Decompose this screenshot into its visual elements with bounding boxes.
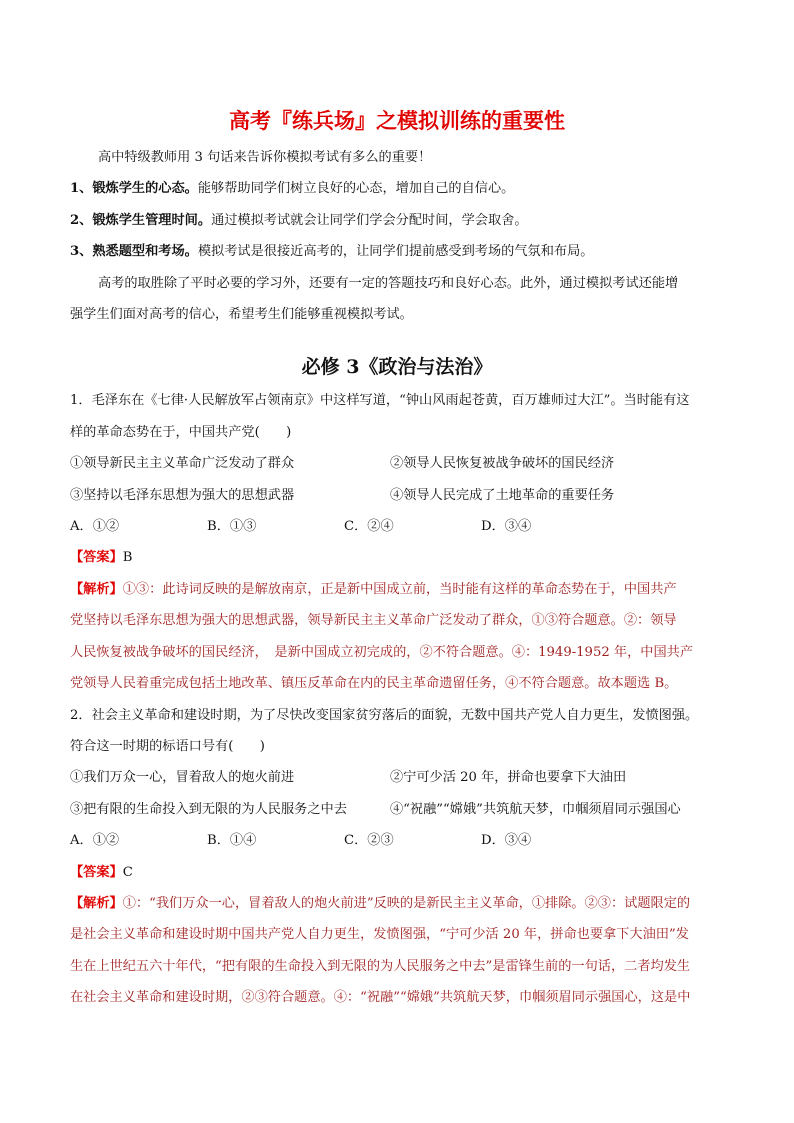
q2-options-row-1 [70, 762, 724, 793]
q1-analysis-line-4: 党领导人民着重完成包括土地改革、镇压反革命在内的民主革命遗留任务，④不符合题意。故本题选 B。 [70, 676, 678, 692]
q1-answer-value: B [122, 550, 133, 566]
q1-stem-line-2: 样的革命态势在于，中国共产党( ) [70, 424, 292, 440]
point-3 [70, 236, 724, 267]
q2-answer [70, 857, 724, 888]
q1-analysis-line-3: 人民恢复被战争破坏的国民经济， 是新中国成立初完成的，②不符合题意。④：1949-1952 年，中国共产 [70, 644, 694, 660]
q2-answer-value: C [122, 864, 133, 880]
q2-option-4: ④“祝融”“嫦娥”共筑航天梦，巾帼须眉同示强国心 [390, 801, 681, 817]
point-3-num: 3、 [70, 244, 93, 260]
q2-analysis-text-1: ①：“我们万众一心，冒着敌人的炮火前进”反映的是新民主主义革命，①排除。②③：试题限定的 [122, 895, 691, 911]
point-2-head: 锻炼学生管理时间。 [92, 212, 212, 228]
closing-line-1: 高考的取胜除了平时必要的学习外，还要有一定的答题技巧和良好心态。此外，通过模拟考试还能增 [98, 275, 679, 291]
point-2-text: 通过模拟考试就会让同学们学会分配时间，学会取舍。 [211, 212, 528, 228]
q2-choices [70, 825, 724, 856]
point-3-head: 熟悉题型和考场。 [92, 244, 198, 260]
q1-analysis-tag: 【解析】 [70, 581, 123, 597]
q1-choice-a: A．①② [70, 519, 120, 535]
q1-analysis-line-2: 党坚持以毛泽东思想为强大的思想武器，领导新民主主义革命广泛发动了群众，①③符合题意。②：领导 [70, 613, 677, 629]
point-1-num: 1、 [70, 181, 93, 197]
q2-analysis-line-1 [70, 888, 724, 919]
q1-option-3: ③坚持以毛泽东思想为强大的思想武器 [70, 487, 295, 503]
q1-options-row-2 [70, 480, 724, 511]
point-2-num: 2、 [70, 212, 93, 228]
intro-text: 高中特级教师用 3 句话来告诉你模拟考试有多么的重要！ [98, 150, 432, 165]
q2-analysis-line-2: 是社会主义革命和建设时期中国共产党人自力更生，发愤图强，“宁可少活 20 年，拼命也要拿下大油田”发 [70, 927, 689, 943]
q2-options-row-2 [70, 794, 724, 825]
section-title: 必修 3《政治与法治》 [301, 356, 493, 379]
point-1-text: 能够帮助同学们树立良好的心态，增加自己的自信心。 [197, 181, 515, 197]
q2-choice-d: D．③④ [481, 833, 532, 849]
q1-option-2: ②领导人民恢复被战争破坏的国民经济 [390, 456, 615, 472]
q1-option-4: ④领导人民完成了土地革命的重要任务 [390, 487, 615, 503]
q2-stem-line-2: 符合这一时期的标语口号有( ) [70, 738, 265, 754]
q1-analysis-line-1 [70, 574, 724, 605]
q1-option-1: ①领导新民主主义革命广泛发动了群众 [70, 456, 295, 472]
q1-answer-tag: 【答案】 [70, 550, 123, 566]
q2-option-3: ③把有限的生命投入到无限的为人民服务之中去 [70, 801, 347, 817]
q1-choice-c: C．②④ [344, 519, 394, 535]
q2-stem-line-1: 2．社会主义革命和建设时期，为了尽快改变国家贫穷落后的面貌，无数中国共产党人自力更生，发愤图强。 [70, 707, 699, 723]
q2-option-1: ①我们万众一心，冒着敌人的炮火前进 [70, 770, 295, 786]
q1-analysis-text-1: ①③：此诗词反映的是解放南京，正是新中国成立前，当时能有这样的革命态势在于，中国共产 [122, 581, 677, 597]
point-1 [70, 173, 724, 204]
q1-choice-b: B．①③ [207, 519, 257, 535]
page-title: 高考『练兵场』之模拟训练的重要性 [229, 109, 565, 133]
document-page [70, 96, 724, 1014]
q1-answer [70, 542, 724, 573]
q2-option-2: ②宁可少活 20 年，拼命也要拿下大油田 [390, 770, 627, 786]
point-1-head: 锻炼学生的心态。 [92, 181, 198, 197]
q2-choice-c: C．②③ [344, 833, 394, 849]
q2-analysis-tag: 【解析】 [70, 895, 123, 911]
q2-analysis-line-4: 在社会主义革命和建设时期，②③符合题意。④：“祝融”“嫦娥”共筑航天梦，巾帼须眉同示强国心，这是中 [70, 990, 691, 1006]
q2-answer-tag: 【答案】 [70, 864, 123, 880]
q1-choices [70, 511, 724, 542]
point-3-text: 模拟考试是很接近高考的，让同学们提前感受到考场的气氛和布局。 [197, 244, 594, 260]
q2-choice-a: A．①② [70, 833, 120, 849]
q1-stem-line-1: 1．毛泽东在《七律·人民解放军占领南京》中这样写道，“钟山风雨起苍黄，百万雄师过大江”。当时能有这 [70, 393, 690, 409]
q1-options-row-1 [70, 448, 724, 479]
closing-line-2: 强学生们面对高考的信心，希望考生们能够重视模拟考试。 [70, 307, 413, 323]
q2-choice-b: B．①④ [207, 833, 257, 849]
q2-analysis-line-3: 生在上世纪五六十年代，“把有限的生命投入到无限的为人民服务之中去”是雷锋生前的一句话，二者均发生 [70, 958, 691, 974]
q1-choice-d: D．③④ [481, 519, 532, 535]
point-2 [70, 205, 724, 236]
